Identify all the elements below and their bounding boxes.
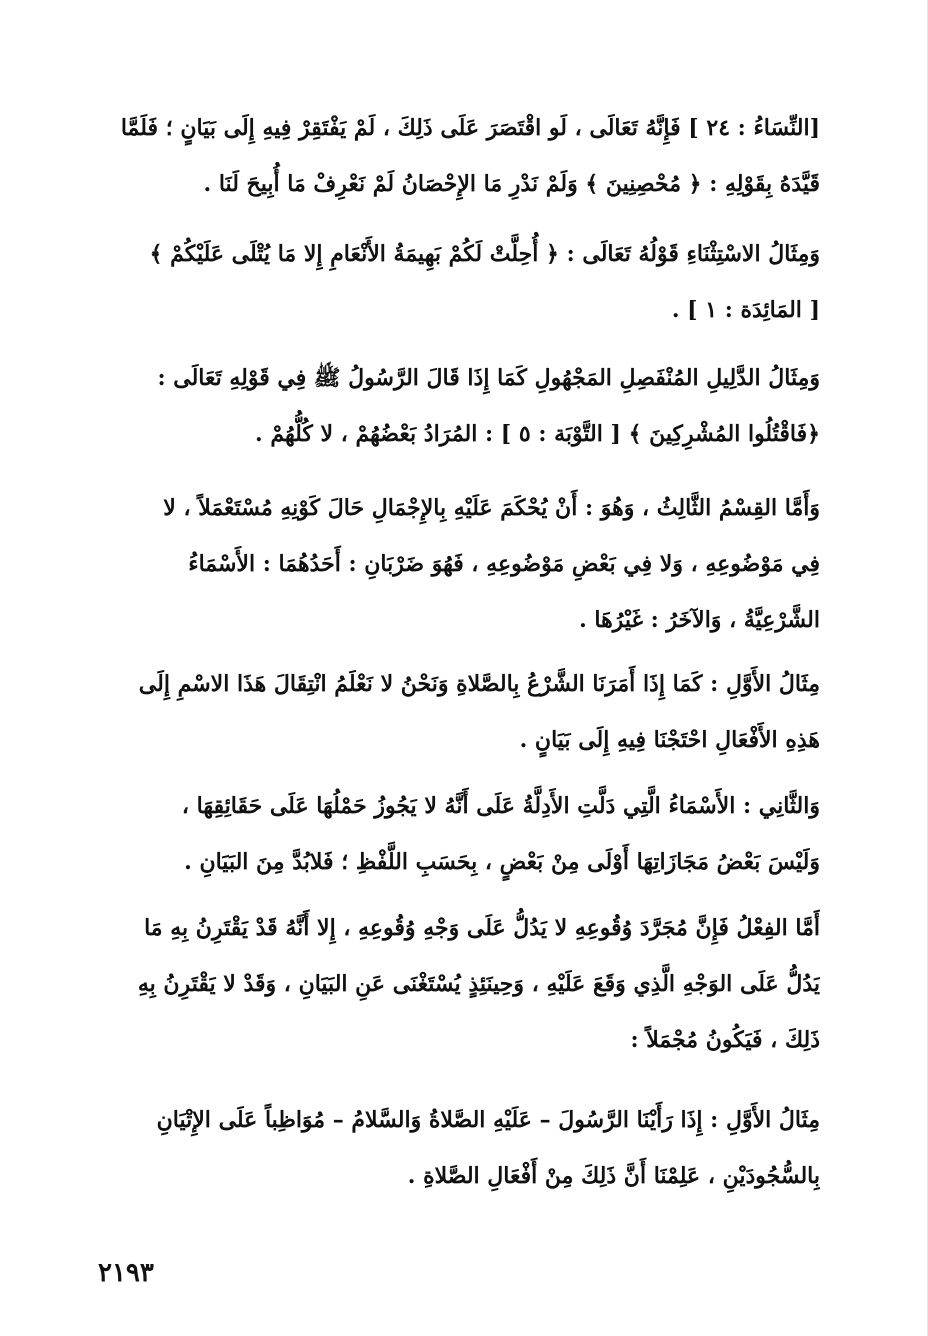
text-line: مِثَالُ الأَوَّلِ : إِذَا رَأَيْنَا الرَّسُولَ – عَلَيْهِ الصَّلاةُ وَالسَّلامُ – مُوَاظِباً عَلَى الإِتْيَانِ (156, 1107, 820, 1133)
text-line: وَلَيْسَ بَعْضُ مَجَازَاتِهَا أَوْلَى مِنْ بَعْضٍ ، بِحَسَبِ اللَّفْظِ ؛ فَلابُدَّ مِنَ البَيَانِ . (184, 849, 820, 875)
text-line: هَذِهِ الأَفْعَالِ احْتَجْنَا فِيهِ إِلَى بَيَانٍ . (519, 727, 820, 753)
paragraph-2 (96, 226, 820, 338)
text-line: قَيَّدَهُ بِقَوْلِهِ : ﴿ مُحْصِنِينَ ﴾ وَلَمْ نَدْرِ مَا الإِحْصَانُ لَمْ نَعْرِفْ مَا أُبِيحَ لَنَا . (203, 171, 820, 197)
text-line: وَأَمَّا القِسْمُ الثَّالِثُ ، وَهُوَ : أَنْ يُحْكَمَ عَلَيْهِ بِالإِجْمَالِ حَالَ كَوْنِهِ مُسْتَعْمَلاً ، لا (163, 495, 820, 521)
text-line: وَمِثَالُ الاسْتِثْنَاءِ قَوْلُهُ تَعَالَى : ﴿ أُحِلَّتْ لَكُمْ بَهِيمَةُ الأَنْعَامِ إِلا مَا يُتْلَى عَلَيْكُمْ ﴾ (149, 241, 820, 267)
paragraph-5 (96, 656, 820, 768)
text-line: [ المَائِدَة : ١ ] . (671, 297, 820, 323)
text-line: بِالسُّجُودَيْنِ ، عَلِمْنَا أَنَّ ذَلِكَ مِنْ أَفْعَالِ الصَّلاةِ . (407, 1163, 820, 1189)
text-line: ذَلِكَ ، فَيَكُونُ مُجْمَلاً : (630, 1027, 820, 1053)
text-line: الشَّرْعِيَّةُ ، وَالآخَرُ : غَيْرُهَا . (579, 607, 820, 633)
page-number: ٢١٩٣ (98, 1258, 154, 1288)
paragraph-6 (96, 778, 820, 890)
paragraph-4 (96, 480, 820, 648)
text-line: أَمَّا الفِعْلُ فَإِنَّ مُجَرَّدَ وُقُوعِهِ لا يَدُلُّ عَلَى وَجْهِ وُقُوعِهِ ، إِلا أَنَّهُ قَدْ يَقْتَرِنُ بِهِ مَا (144, 915, 820, 941)
paragraph-3 (96, 350, 820, 462)
paragraph-1 (96, 100, 820, 212)
text-line: مِثَالُ الأَوَّلِ : كَمَا إِذَا أَمَرَنَا الشَّرْعُ بِالصَّلاةِ وَنَحْنُ لا نَعْلَمُ انْتِقَالَ هَذَا الاسْمِ إِلَى (138, 671, 820, 697)
text-line: وَالثَّانِي : الأَسْمَاءُ الَّتِي دَلَّتِ الأَدِلَّةُ عَلَى أَنَّهُ لا يَجُوزُ حَمْلُهَا عَلَى حَقَائِقِهَا ، (181, 793, 820, 819)
paragraph-7 (96, 900, 820, 1068)
text-line: وَمِثَالُ الدَّلِيلِ المُنْفَصِلِ المَجْهُولِ كَمَا إِذَا قَالَ الرَّسُولُ ﷺ فِي قَوْلِهِ تَعَالَى : (157, 365, 820, 391)
text-line: فِي مَوْضُوعِهِ ، وَلا فِي بَعْضِ مَوْضُوعِهِ ، فَهُوَ ضَرْبَانِ : أَحَدُهُمَا : الأَسْمَاءُ (188, 551, 820, 577)
text-line: [النِّسَاءُ : ٢٤ ] فَإِنَّهُ تَعَالَى ، لَو اقْتَصَرَ عَلَى ذَلِكَ ، لَمْ يَفْتَقِرْ فِيهِ إِلَى بَيَانٍ ؛ فَلَمَّا (120, 115, 820, 141)
paragraph-8 (96, 1092, 820, 1204)
text-line: ﴿فَاقْتُلُوا المُشْرِكِينَ ﴾ [ التَّوْبَة : ٥ ] : المُرَادُ بَعْضُهُمْ ، لا كُلُّهُمْ . (255, 421, 820, 447)
text-line: يَدُلُّ عَلَى الوَجْهِ الَّذِي وَقَعَ عَلَيْهِ ، وَحِينَئِذٍ يُسْتَغْنَى عَنِ البَيَانِ ، وَقَدْ لا يَقْتَرِنُ بِهِ (137, 971, 820, 997)
